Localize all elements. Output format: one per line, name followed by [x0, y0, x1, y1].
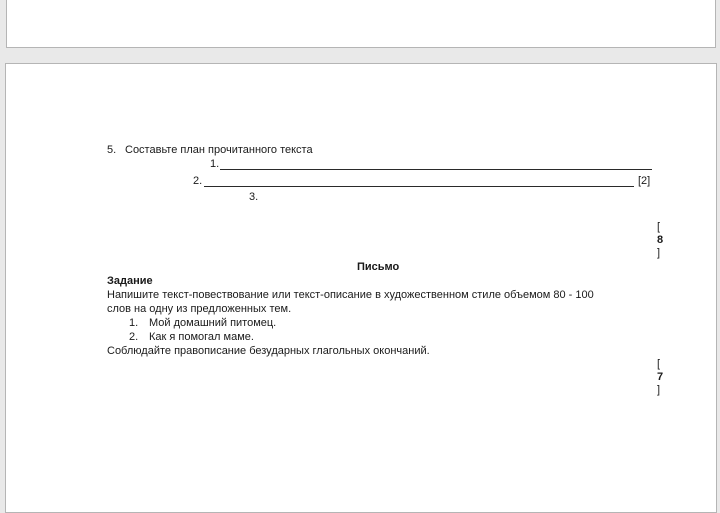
task-text-line-1: Напишите текст-повествование или текст-описание в художественном стиле объемом 80 - 100: [107, 289, 594, 301]
section-title: Письмо: [357, 261, 400, 273]
plan-item-1-answer-line: [220, 169, 652, 170]
score-bracket-close: ]: [657, 247, 661, 259]
score-value: 7: [657, 371, 664, 383]
score-value: 8: [657, 234, 664, 246]
previous-page: [6, 0, 716, 48]
plan-item-3-number: 3.: [249, 191, 259, 203]
plan-item-2-score: [2]: [638, 175, 651, 187]
plan-item-2-number: 2.: [193, 175, 203, 187]
task-note: Соблюдайте правописание безударных глагольных окончаний.: [107, 345, 430, 357]
plan-item-1-number: 1.: [210, 158, 220, 170]
document-page: [5, 63, 717, 513]
topic-1-number: 1.: [129, 317, 139, 329]
score-bracket-open: [: [657, 358, 661, 370]
task-heading: Задание: [107, 275, 153, 287]
score-bracket-close: ]: [657, 384, 661, 396]
topic-2-number: 2.: [129, 331, 139, 343]
score-bracket-open: [: [657, 221, 661, 233]
plan-item-2-answer-line: [204, 186, 634, 187]
topic-2-text: Как я помогал маме.: [149, 331, 254, 343]
question-text: Составьте план прочитанного текста: [125, 144, 313, 156]
question-number: 5.: [107, 144, 117, 156]
topic-1-text: Мой домашний питомец.: [149, 317, 277, 329]
task-text-line-2: слов на одну из предложенных тем.: [107, 303, 292, 315]
